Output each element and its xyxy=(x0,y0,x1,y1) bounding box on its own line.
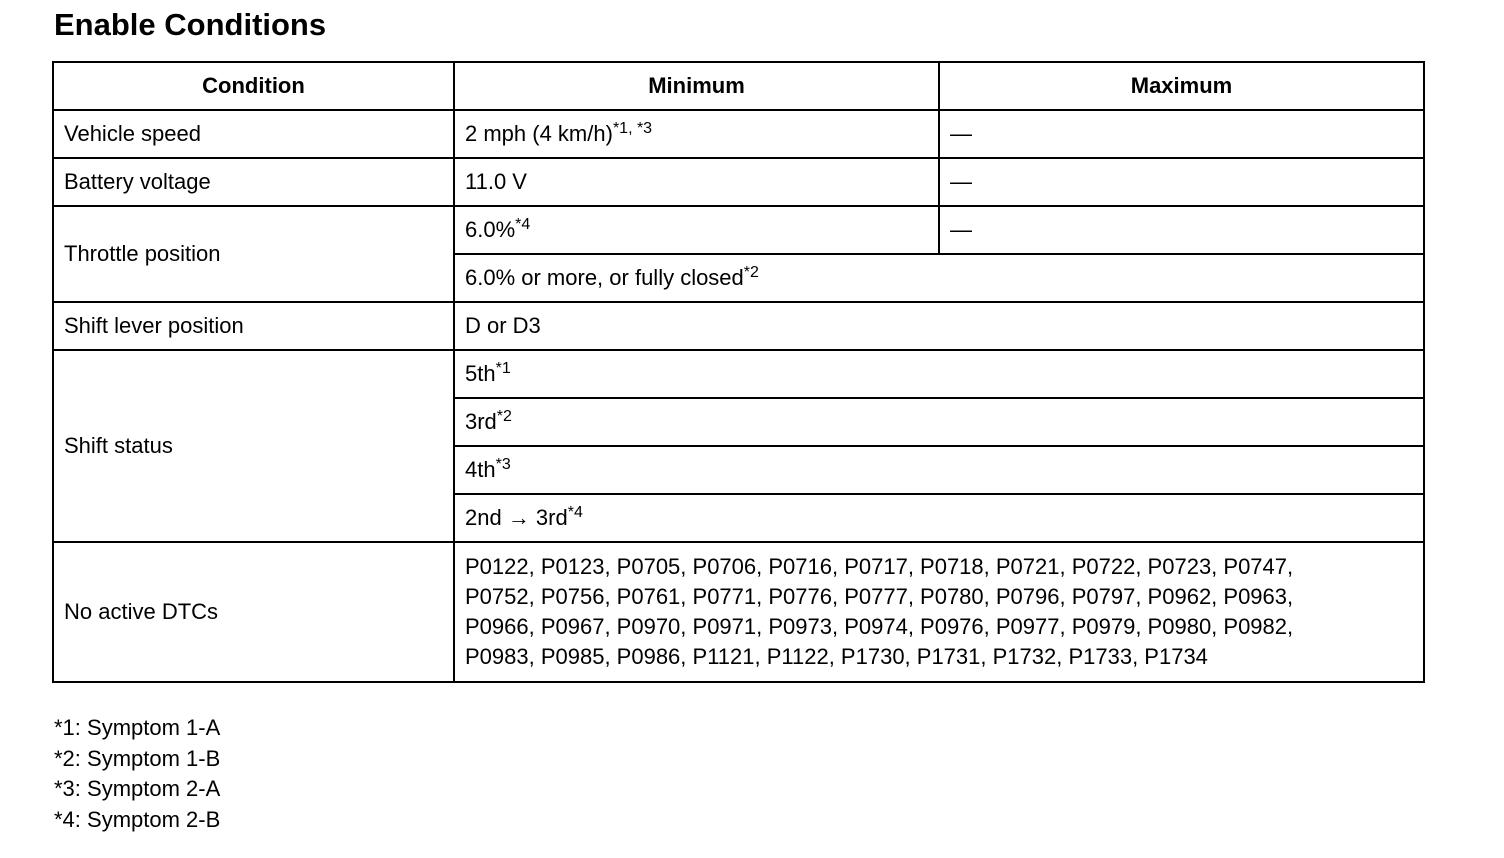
cell-span xyxy=(454,350,1424,398)
footnote-4: *4: Symptom 2-B xyxy=(54,806,221,832)
footnote-ref: *3 xyxy=(495,456,511,473)
dtc-list-line: P0983, P0985, P0986, P1121, P1122, P1730, P1731, P1732, P1733, P1734 xyxy=(465,644,1208,669)
row-shift-lever-position xyxy=(53,302,1424,350)
cell-span: D or D3 xyxy=(454,302,1424,350)
header-condition: Condition xyxy=(53,62,454,110)
cell-value: 6.0% xyxy=(465,217,516,242)
row-throttle-position xyxy=(53,206,1424,254)
footnotes xyxy=(54,713,220,835)
cell-value: 4th xyxy=(465,457,496,482)
cell-condition: Battery voltage xyxy=(53,158,454,206)
dtc-list-line: P0122, P0123, P0705, P0706, P0716, P0717, P0718, P0721, P0722, P0723, P0747, xyxy=(465,554,1294,579)
cell-minimum: 11.0 V xyxy=(454,158,939,206)
footnote-ref: *1, *3 xyxy=(612,120,653,137)
footnote-ref: *4 xyxy=(515,216,531,233)
table-header-row xyxy=(53,62,1424,110)
cell-value: 2 mph (4 km/h) xyxy=(465,121,613,146)
cell-condition: No active DTCs xyxy=(53,542,454,682)
cell-condition: Vehicle speed xyxy=(53,110,454,158)
header-minimum: Minimum xyxy=(454,62,939,110)
cell-span xyxy=(454,494,1424,542)
row-shift-status xyxy=(53,350,1424,398)
cell-span xyxy=(454,446,1424,494)
cell-value: 5th xyxy=(465,361,496,386)
cell-condition: Throttle position xyxy=(53,206,454,302)
footnote-ref: *2 xyxy=(496,408,512,425)
footnote-ref: *2 xyxy=(743,264,759,281)
footnote-ref: *4 xyxy=(567,504,583,521)
cell-maximum: — xyxy=(939,110,1424,158)
footnote-2: *2: Symptom 1-B xyxy=(54,745,221,771)
page-title: Enable Conditions xyxy=(54,7,327,42)
cell-minimum xyxy=(454,110,939,158)
footnote-1: *1: Symptom 1-A xyxy=(54,715,221,740)
footnote-3: *3: Symptom 2-A xyxy=(54,776,221,801)
cell-condition: Shift status xyxy=(53,350,454,542)
cell-minimum xyxy=(454,206,939,254)
header-maximum: Maximum xyxy=(939,62,1424,110)
dtc-list-cell xyxy=(454,542,1424,682)
cell-value: 3rd xyxy=(465,409,497,434)
row-vehicle-speed xyxy=(53,110,1424,158)
cell-value: 6.0% or more, or fully closed xyxy=(465,265,744,290)
cell-maximum: — xyxy=(939,206,1424,254)
row-battery-voltage xyxy=(53,158,1424,206)
dtc-list-line: P0752, P0756, P0761, P0771, P0776, P0777, P0780, P0796, P0797, P0962, P0963, xyxy=(465,584,1294,609)
enable-conditions-table xyxy=(52,61,1425,683)
dtc-list-line: P0966, P0967, P0970, P0971, P0973, P0974, P0976, P0977, P0979, P0980, P0982, xyxy=(465,614,1294,639)
cell-maximum: — xyxy=(939,158,1424,206)
cell-span xyxy=(454,398,1424,446)
footnote-ref: *1 xyxy=(495,360,511,377)
cell-span xyxy=(454,254,1424,302)
cell-value: 2nd → 3rd xyxy=(465,505,568,530)
row-no-active-dtcs xyxy=(53,542,1424,682)
cell-condition: Shift lever position xyxy=(53,302,454,350)
